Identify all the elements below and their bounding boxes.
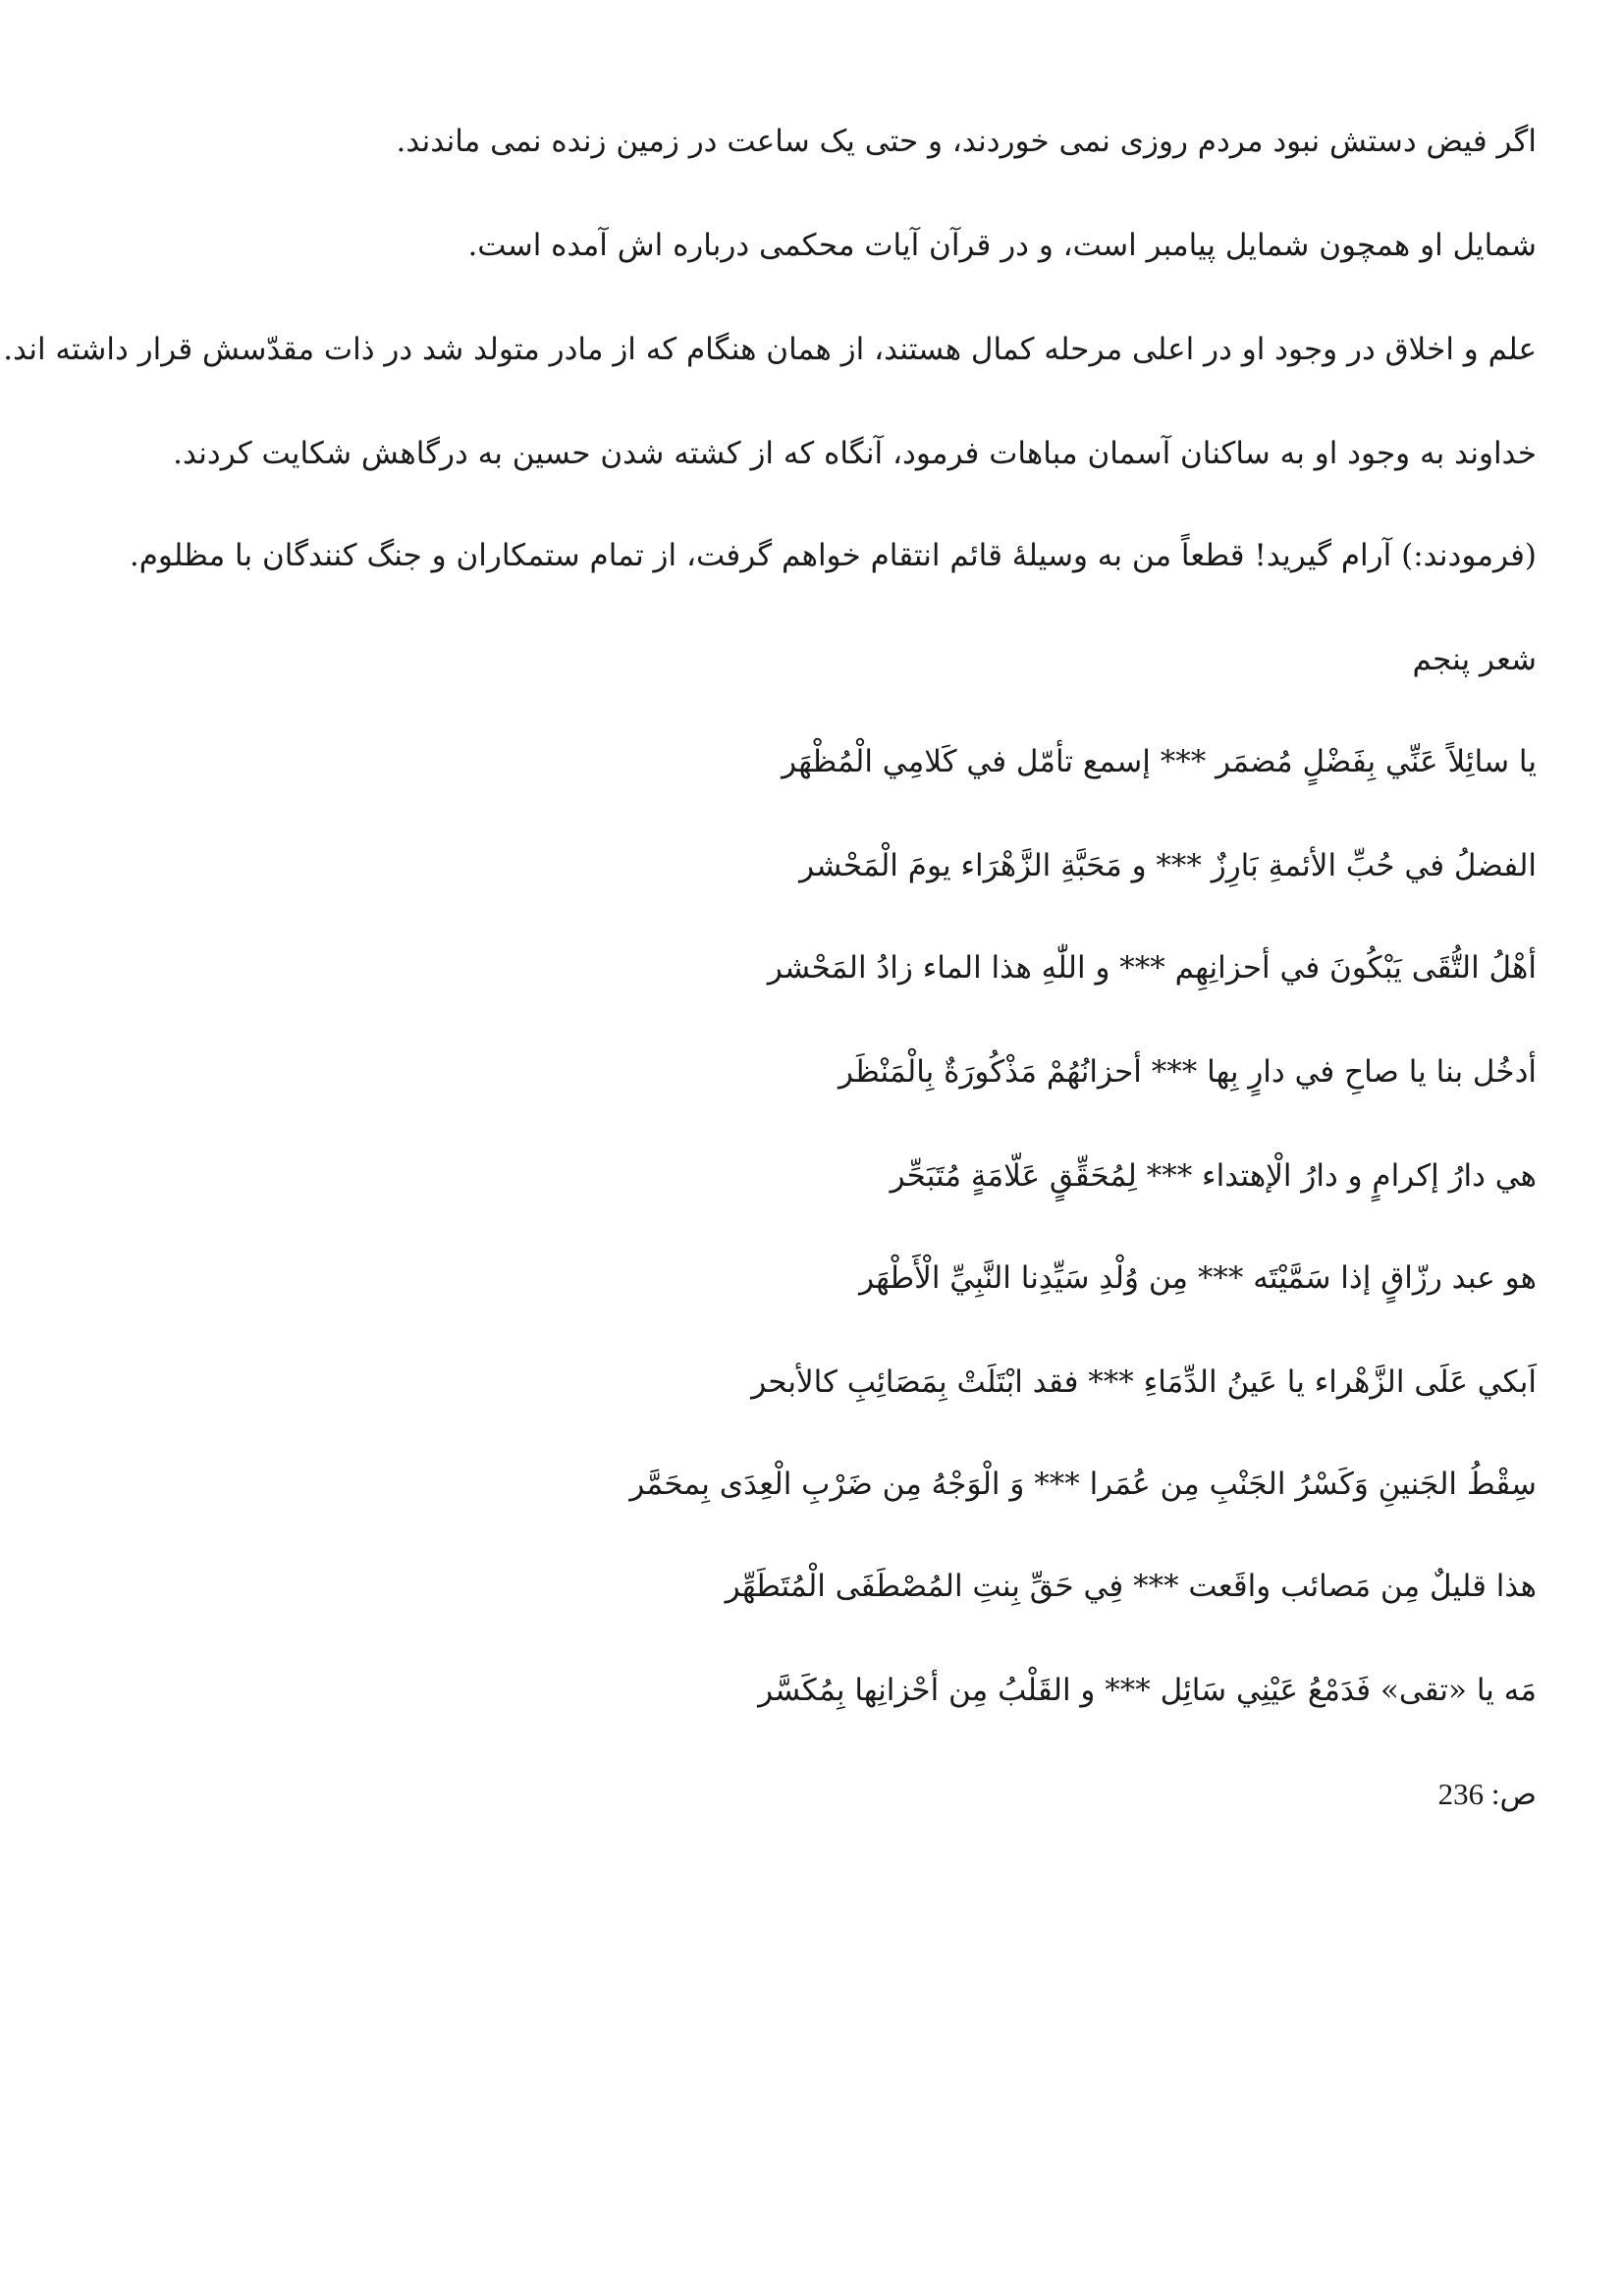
poem-verse: مَه يا «تقى» فَدَمْعُ عَيْنِي سَائِل *** و القَلْبُ مِن أحْزانِها بِمُكَسَّر — [758, 1673, 1537, 1708]
poem-verse: هي دارُ إكرامٍ و دارُ الْإهتداء *** لِمُحَقِّقٍ عَلّامَةٍ مُتَبَحِّر — [890, 1158, 1537, 1194]
poem-heading: شعر پنجم — [1412, 642, 1537, 677]
prose-line: (فرمودند:) آرام گیرید! قطعاً من به وسیلۀ قائم انتقام خواهم گرفت، از تمام ستمکاران و جنگ کنندگان با مظلوم. — [129, 538, 1537, 573]
poem-verse: یا سائِلاً عَنِّي بِفَضْلٍ مُضمَر *** إسمع تأمّل في كَلامِي الْمُظْهَر — [782, 744, 1537, 779]
poem-verse: اَبكي عَلَى الزَّهْراء يا عَينُ الدِّمَاءِ *** فقد ابْتَلَتْ بِمَصَائِبِ كالأبحر — [751, 1364, 1537, 1400]
prose-line: علم و اخلاق در وجود او در اعلی مرحله کمال هستند، از همان هنگام که از مادر متولد شد در ذات مقدّسش قرار داشته اند. — [3, 332, 1537, 367]
prose-line: اگر فیض دستش نبود مردم روزی نمی خوردند، و حتی یک ساعت در زمین زنده نمی ماندند. — [396, 124, 1537, 159]
poem-verse: هو عبد رزّاقٍ إذا سَمَّيْتَه *** مِن وُلْدِ سَيِّدِنا النَّبِيِّ الْأَطْهَر — [859, 1260, 1537, 1296]
poem-verse: سِقْطُ الجَنينِ وَكَسْرُ الجَنْبِ مِن عُمَرا *** وَ الْوَجْهُ مِن ضَرْبِ الْعِدَى بِمحَمَّر — [629, 1467, 1537, 1502]
poem-verse: أدخُل بنا يا صاحِ في دارٍ بِها *** أحزانُهُمْ مَذْكُورَةٌ بِالْمَنْظَر — [838, 1054, 1537, 1090]
page-number: ص: 236 — [1437, 1777, 1537, 1811]
poem-verse: هذا قليلٌ مِن مَصائب واقَعت *** فِي حَقِّ بِنتِ المُصْطَفَى الْمُتَطَهِّر — [725, 1569, 1537, 1604]
prose-line: خداوند به وجود او به ساکنان آسمان مباهات فرمود، آنگاه که از کشته شدن حسین به درگاهش شکایت کردند. — [173, 436, 1537, 471]
prose-line: شمایل او همچون شمایل پیامبر است، و در قرآن آیات محکمی درباره اش آمده است. — [467, 228, 1537, 263]
poem-verse: أهْلُ التُّقَى يَبْكُونَ في أحزانِهِم *** و اللّٰهِ هذا الماء زادُ المَحْشر — [767, 950, 1537, 986]
poem-verse: الفضلُ في حُبِّ الأئمةِ بَارِزٌ *** و مَحَبَّةِ الزَّهْرَاء يومَ الْمَحْشر — [799, 848, 1537, 883]
